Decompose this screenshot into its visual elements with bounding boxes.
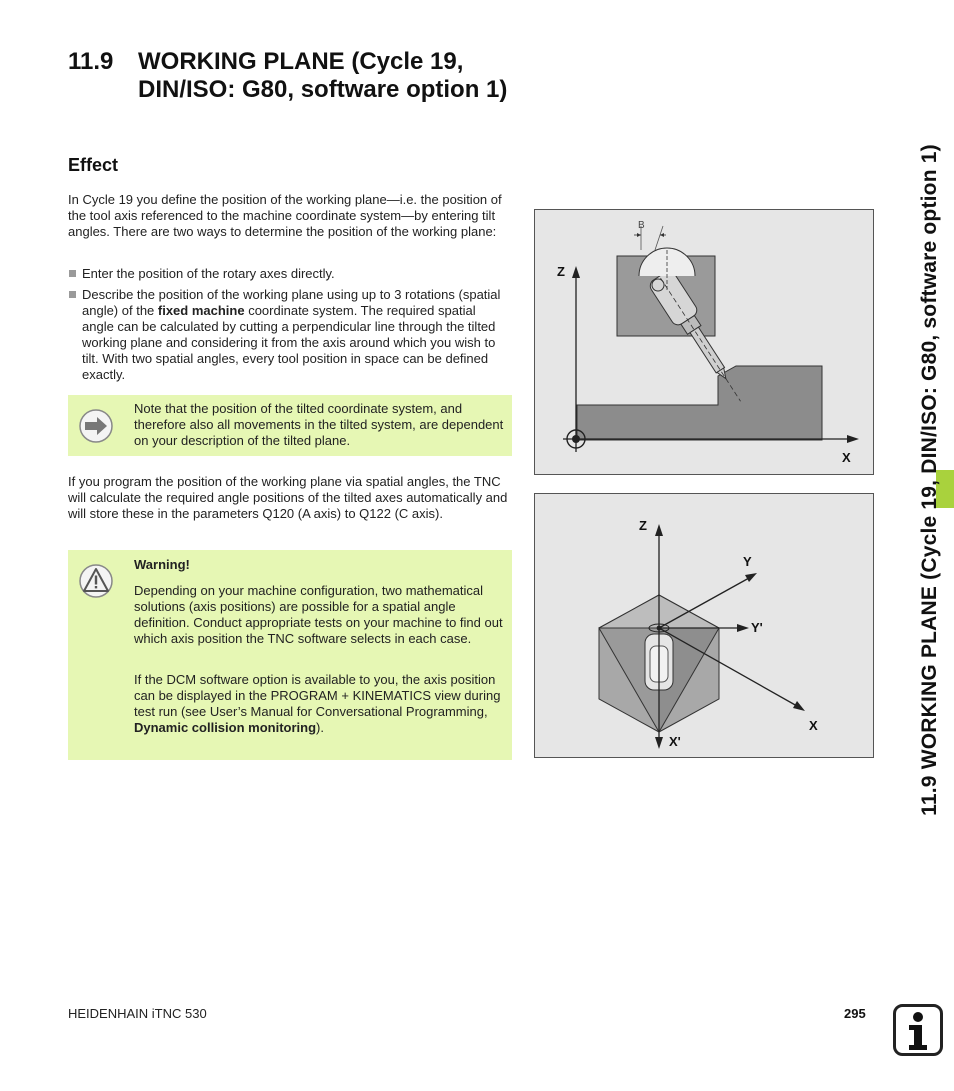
x-prime-axis-label: X' — [669, 734, 681, 749]
subheading: Effect — [68, 155, 119, 175]
warning-box — [68, 550, 512, 760]
tilted-tool-illustration — [535, 210, 873, 474]
intro-paragraph: In Cycle 19 you define the position of the working plane—i.e. the position of the tool axis referenced to the machine coordinate system—by entering tilt angles. There are two ways to determine the position of the working plane: — [68, 192, 502, 239]
section-title: WORKING PLANE (Cycle 19, DIN/ISO: G80, software option 1) — [138, 48, 508, 103]
arrow-right-icon — [78, 408, 114, 444]
bullet-square-icon — [69, 291, 76, 298]
list-item: Describe the position of the working plane using up to 3 rotations (spatial angle) of the fixed machine coordinate system. The required spatial angle can be calculated by cutting a perpendicular line through the tilted working plane and considering it from the axis around which you wish to tilt. With two spatial angles, every tool position in space can be defined exactly. — [68, 287, 510, 383]
page-number: 295 — [844, 1006, 866, 1021]
angle-b-label: B — [638, 220, 645, 231]
section-number: 11.9 — [68, 48, 114, 75]
footer-product: HEIDENHAIN iTNC 530 — [68, 1006, 207, 1021]
info-icon — [893, 1004, 943, 1056]
z-axis-label: Z — [557, 264, 565, 279]
note-box — [68, 395, 512, 456]
warning-paragraph: Depending on your machine configuration, two mathematical solutions (axis positions) are possible for a spatial angle definition. Conduct appropriate tests on your machine to find out which axis position the TNC software selects in each case. — [134, 583, 503, 646]
warning-heading: Warning! — [134, 557, 190, 572]
note-text: Note that the position of the tilted coordinate system, and therefore also all movements in the tilted system, are dependent on your description of the tilted plane. — [134, 401, 504, 448]
figure-coordinate-system — [534, 493, 874, 758]
y-prime-axis-label: Y' — [751, 620, 763, 635]
bullet-square-icon — [69, 270, 76, 277]
bullet-list — [68, 266, 510, 388]
x-axis-label: X — [842, 450, 851, 465]
warning-icon — [78, 563, 114, 599]
warning-dcm-paragraph: If the DCM software option is available to you, the axis position can be displayed in the PROGRAM + KINEMATICS view during test run (see User’s Manual for Conversational Programming, Dynamic collision monitoring). — [134, 672, 501, 735]
coordinate-system-illustration — [535, 494, 873, 757]
figure-tilted-tool — [534, 209, 874, 475]
z-axis-label: Z — [639, 518, 647, 533]
spatial-angle-paragraph: If you program the position of the working plane via spatial angles, the TNC will calculate the required angle positions of the tilted axes automatically and will store these in the parameters Q120 (A axis) to Q122 (C axis). — [68, 474, 508, 521]
x-axis-label: X — [809, 718, 818, 733]
list-item: Enter the position of the rotary axes directly. — [68, 266, 510, 282]
y-axis-label: Y — [743, 554, 752, 569]
